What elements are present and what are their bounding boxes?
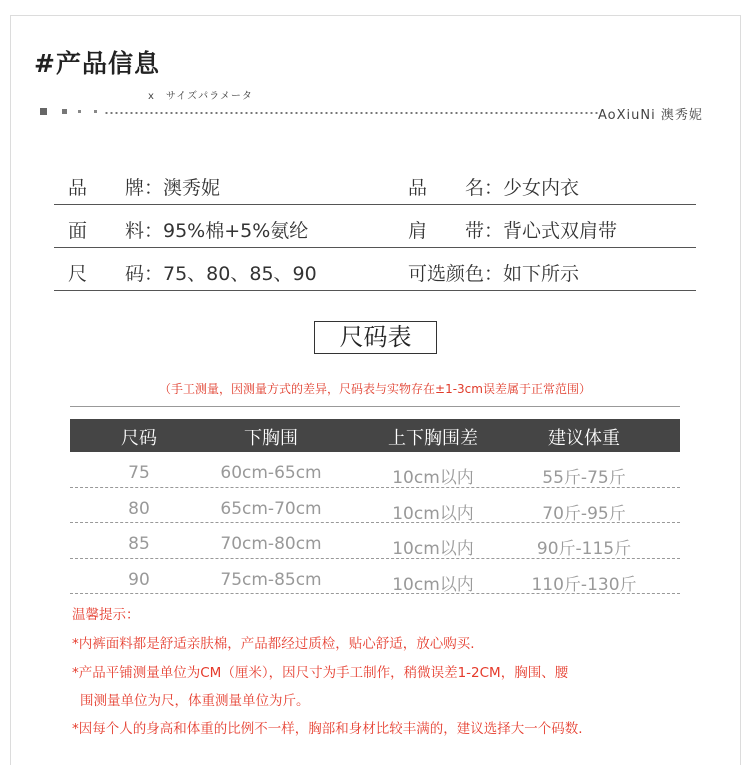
section-subtitle: x サイズパラメータ <box>148 91 253 102</box>
product-info-table <box>54 162 696 291</box>
table-header <box>70 419 680 452</box>
cell-weight: 90斤-115斤 <box>536 539 632 559</box>
tip-item: *因每个人的身高和体重的比例不一样，胸部和身材比较丰满的，建议选择大一个码数. <box>72 721 583 737</box>
cell-underbust: 70cm-80cm <box>220 534 322 554</box>
measurement-note: （手工测量，因测量方式的差异，尺码表与实物存在±1-3cm误差属于正常范围） <box>159 382 591 396</box>
section-title: #产品信息 <box>34 49 160 78</box>
cell-underbust: 75cm-85cm <box>220 569 322 590</box>
header-size: 尺码 <box>121 428 157 449</box>
square-mark-icon <box>62 109 67 114</box>
table-row <box>70 488 680 524</box>
info-sizes: 尺 码：75、80、85、90 <box>68 263 317 285</box>
cell-underbust: 65cm-70cm <box>220 498 322 519</box>
cell-bust-difference: 10cm以内 <box>392 539 474 559</box>
table-row <box>70 559 680 595</box>
cell-bust-difference: 10cm以内 <box>392 503 474 524</box>
square-mark-icon <box>94 110 97 113</box>
cell-weight: 70斤-95斤 <box>542 503 626 524</box>
info-row <box>54 248 696 291</box>
cell-bust-difference: 10cm以内 <box>392 574 474 595</box>
cell-underbust: 60cm-65cm <box>220 463 322 483</box>
info-colors: 可选颜色：如下所示 <box>408 263 580 285</box>
size-chart-title: 尺码表 <box>314 321 437 354</box>
cell-size: 90 <box>128 569 150 590</box>
tip-item: 围测量单位为尺，体重测量单位为斤。 <box>80 693 310 709</box>
square-mark-icon <box>40 108 47 115</box>
cell-size: 75 <box>128 463 150 483</box>
cell-size: 85 <box>128 534 150 554</box>
tip-item: *产品平铺测量单位为CM（厘米），因尺寸为手工制作，稍微误差1-2CM，胸围、腰 <box>72 665 569 681</box>
size-chart-table <box>70 419 680 594</box>
header-weight: 建议体重 <box>548 428 620 449</box>
dotted-line <box>104 112 598 114</box>
tips-heading: 温馨提示： <box>72 607 140 623</box>
dotted-divider <box>40 106 600 116</box>
cell-weight: 55斤-75斤 <box>542 468 626 488</box>
cell-size: 80 <box>128 498 150 519</box>
info-fabric: 面 料：95%棉+5%氨纶 <box>68 220 309 242</box>
tip-item: *内裤面料都是舒适亲肤棉，产品都经过质检，贴心舒适，放心购买. <box>72 636 475 652</box>
header-underbust: 下胸围 <box>244 428 298 449</box>
cell-weight: 110斤-130斤 <box>531 574 637 595</box>
info-product-name: 品 名：少女内衣 <box>408 177 580 199</box>
table-row <box>70 452 680 488</box>
header-bust-difference: 上下胸围差 <box>388 428 478 449</box>
info-brand: 品 牌：澳秀妮 <box>68 177 221 199</box>
info-strap: 肩 带：背心式双肩带 <box>408 220 618 242</box>
divider <box>70 406 680 407</box>
square-mark-icon <box>78 110 81 113</box>
info-row <box>54 205 696 248</box>
brand-name: AoXiuNi 澳秀妮 <box>598 108 703 123</box>
cell-bust-difference: 10cm以内 <box>392 468 474 488</box>
table-row <box>70 523 680 559</box>
info-row <box>54 162 696 205</box>
